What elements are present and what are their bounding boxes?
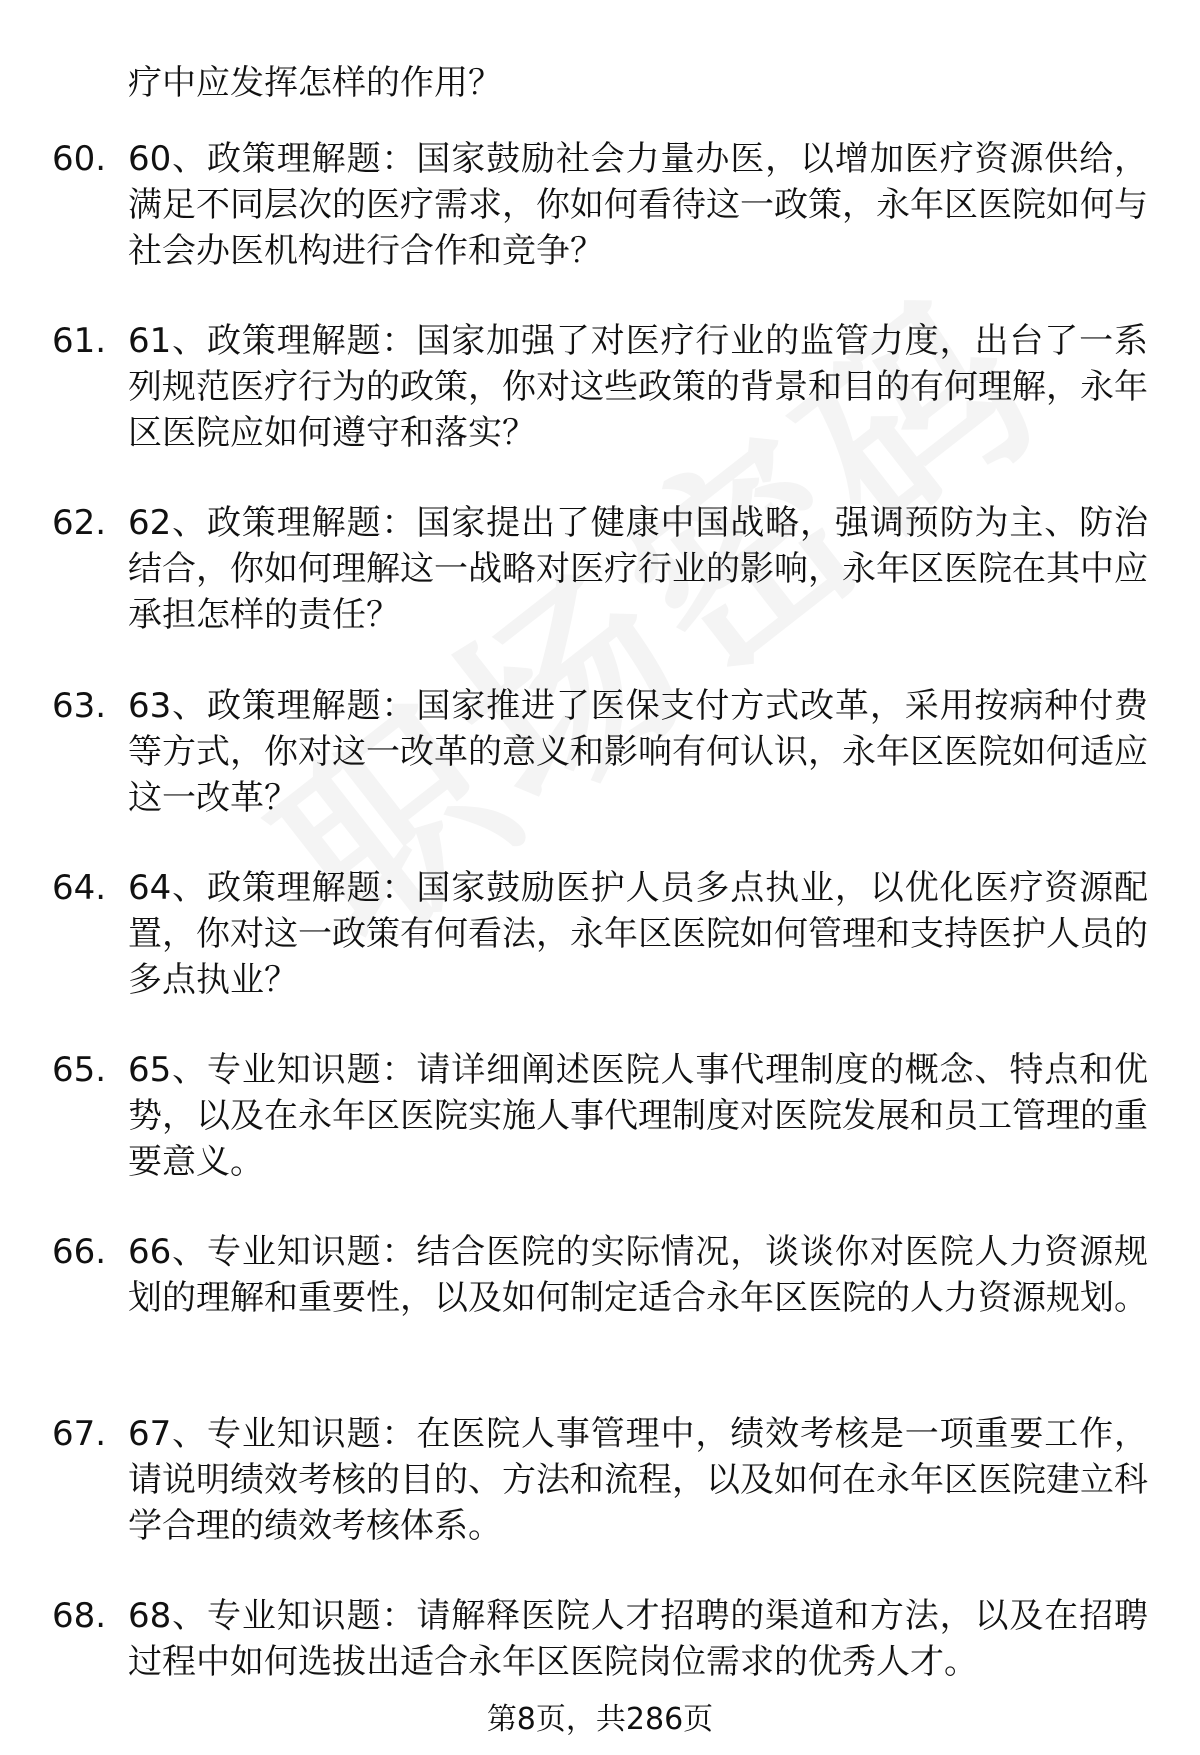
question-text: 61、政策理解题：国家加强了对医疗行业的监管力度，出台了一系列规范医疗行为的政策，你对这些政策的背景和目的有何理解，永年区医院应如何遵守和落实？ (128, 321, 1148, 453)
question-number: 68. (52, 1596, 107, 1636)
question-text: 60、政策理解题：国家鼓励社会力量办医，以增加医疗资源供给，满足不同层次的医疗需求，你如何看待这一政策，永年区医院如何与社会办医机构进行合作和竞争？ (128, 139, 1148, 271)
question-number: 60. (52, 139, 107, 179)
question-number: 61. (52, 321, 107, 361)
question-number: 64. (52, 868, 107, 908)
question-text: 68、专业知识题：请解释医院人才招聘的渠道和方法，以及在招聘过程中如何选拔出适合永年区医院岗位需求的优秀人才。 (128, 1596, 1148, 1682)
question-number: 62. (52, 503, 107, 543)
question-text: 64、政策理解题：国家鼓励医护人员多点执业，以优化医疗资源配置，你对这一政策有何看法，永年区医院如何管理和支持医护人员的多点执业？ (128, 868, 1148, 1000)
question-number: 63. (52, 686, 107, 726)
question-text: 62、政策理解题：国家提出了健康中国战略，强调预防为主、防治结合，你如何理解这一战略对医疗行业的影响，永年区医院在其中应承担怎样的责任？ (128, 503, 1148, 635)
page-footer: 第8页，共286页 (486, 1702, 714, 1737)
question-number: 67. (52, 1414, 107, 1454)
question-number: 65. (52, 1050, 107, 1090)
question-text: 63、政策理解题：国家推进了医保支付方式改革，采用按病种付费等方式，你对这一改革的意义和影响有何认识，永年区医院如何适应这一改革？ (128, 686, 1148, 818)
lead-text: 疗中应发挥怎样的作用？ (128, 63, 502, 103)
question-number: 66. (52, 1232, 107, 1272)
question-text: 65、专业知识题：请详细阐述医院人事代理制度的概念、特点和优势，以及在永年区医院实施人事代理制度对医院发展和员工管理的重要意义。 (128, 1050, 1148, 1182)
question-text: 67、专业知识题：在医院人事管理中，绩效考核是一项重要工作，请说明绩效考核的目的、方法和流程，以及如何在永年区医院建立科学合理的绩效考核体系。 (128, 1414, 1148, 1546)
question-text: 66、专业知识题：结合医院的实际情况，谈谈你对医院人力资源规划的理解和重要性，以及如何制定适合永年区医院的人力资源规划。 (128, 1232, 1148, 1318)
